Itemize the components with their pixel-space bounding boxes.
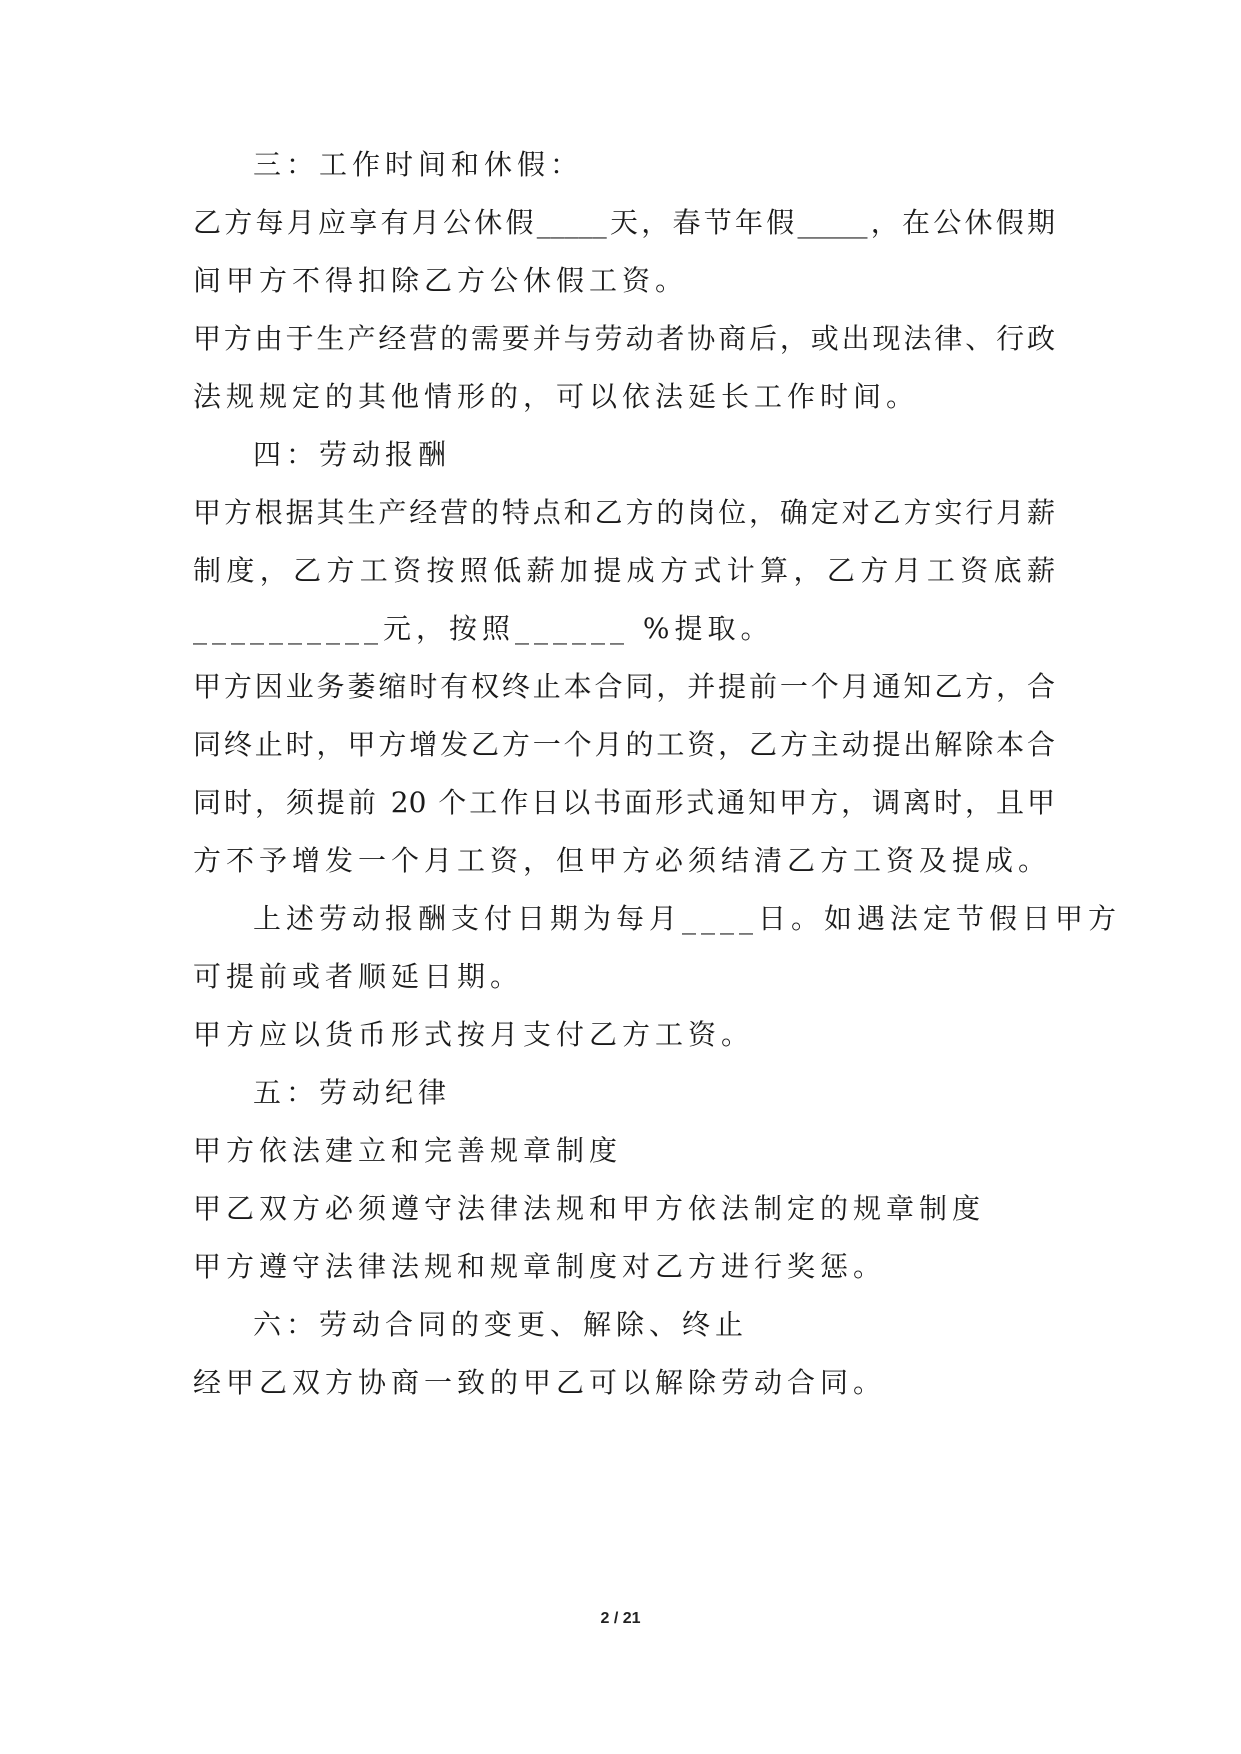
page-number: 2 / 21 bbox=[600, 1610, 641, 1627]
paragraph-line: 乙方每月应享有月公休假_____天，春节年假_____，在公休假期 bbox=[193, 206, 1055, 239]
paragraph-line: 法规规定的其他情形的，可以依法延长工作时间。 bbox=[193, 380, 920, 413]
paragraph-line: 经甲乙双方协商一致的甲乙可以解除劳动合同。 bbox=[193, 1366, 887, 1399]
section-heading-discipline: 五：劳动纪律 bbox=[253, 1076, 452, 1109]
paragraph-line: 甲方应以货币形式按月支付乙方工资。 bbox=[193, 1018, 755, 1051]
section-heading-compensation: 四：劳动报酬 bbox=[253, 438, 452, 471]
paragraph-line: 同时，须提前 20 个工作日以书面形式通知甲方，调离时，且甲 bbox=[193, 786, 1055, 819]
paragraph-line: 上述劳动报酬支付日期为每月____日。如遇法定节假日甲方 bbox=[253, 902, 1122, 935]
paragraph-line: 甲方根据其生产经营的特点和乙方的岗位，确定对乙方实行月薪 bbox=[193, 496, 1055, 529]
section-heading-work-hours: 三：工作时间和休假： bbox=[253, 148, 584, 181]
paragraph-line: 甲乙双方必须遵守法律法规和甲方依法制定的规章制度 bbox=[193, 1192, 986, 1225]
paragraph-line: 可提前或者顺延日期。 bbox=[193, 960, 524, 993]
paragraph-line: 甲方由于生产经营的需要并与劳动者协商后，或出现法律、行政 bbox=[193, 322, 1055, 355]
paragraph-line: __________元，按照______ %提取。 bbox=[193, 612, 774, 645]
paragraph-line: 方不予增发一个月工资，但甲方必须结清乙方工资及提成。 bbox=[193, 844, 1052, 877]
paragraph-line: 同终止时，甲方增发乙方一个月的工资，乙方主动提出解除本合 bbox=[193, 728, 1055, 761]
section-heading-contract-changes: 六：劳动合同的变更、解除、终止 bbox=[253, 1308, 749, 1341]
paragraph-line: 甲方依法建立和完善规章制度 bbox=[193, 1134, 623, 1167]
paragraph-line: 甲方遵守法律法规和规章制度对乙方进行奖惩。 bbox=[193, 1250, 887, 1283]
paragraph-line: 甲方因业务萎缩时有权终止本合同，并提前一个月通知乙方，合 bbox=[193, 670, 1055, 703]
paragraph-line: 间甲方不得扣除乙方公休假工资。 bbox=[193, 264, 689, 297]
paragraph-line: 制度，乙方工资按照低薪加提成方式计算，乙方月工资底薪 bbox=[193, 554, 1055, 587]
